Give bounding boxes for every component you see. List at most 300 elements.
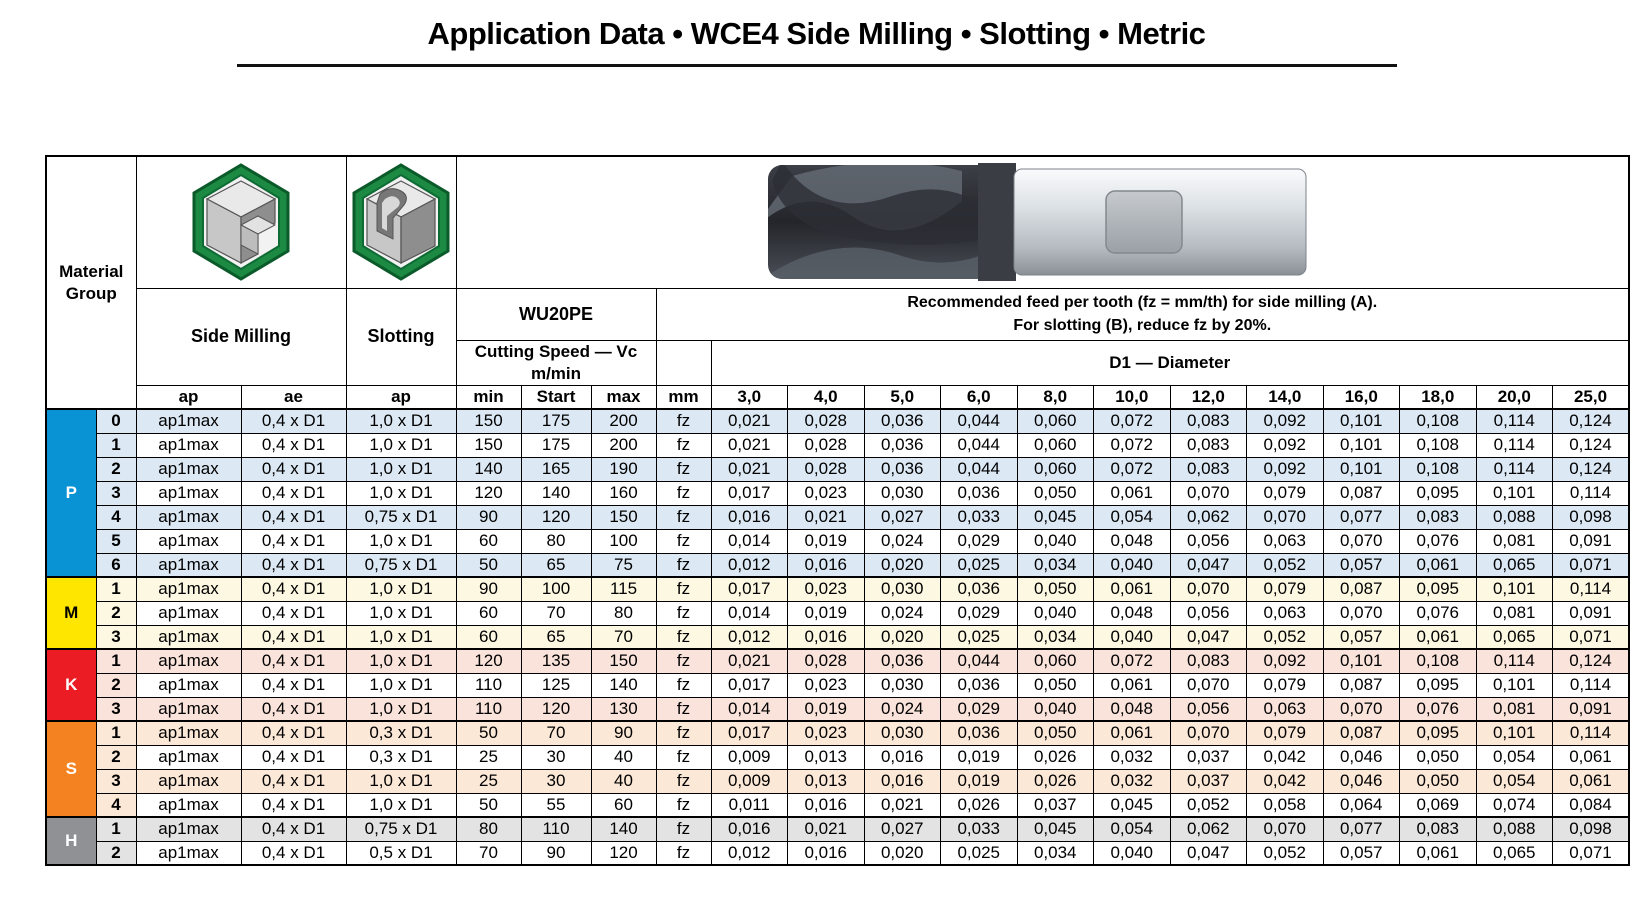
cutting-speed-label: Cutting Speed — Vc bbox=[474, 341, 638, 361]
table-row-S1 bbox=[46, 721, 1629, 745]
data-cell: 0,114 bbox=[1553, 721, 1630, 745]
data-cell: 0,070 bbox=[1247, 505, 1324, 529]
row-number: 4 bbox=[96, 505, 136, 529]
data-cell: 60 bbox=[591, 793, 656, 817]
data-cell: 0,095 bbox=[1400, 721, 1477, 745]
data-cell: 0,056 bbox=[1170, 697, 1247, 721]
data-cell: 0,070 bbox=[1323, 697, 1400, 721]
data-cell: 1,0 x D1 bbox=[346, 577, 456, 601]
data-cell: 0,019 bbox=[788, 529, 865, 553]
data-cell: 0,054 bbox=[1476, 769, 1553, 793]
data-cell: 130 bbox=[591, 697, 656, 721]
data-cell: 0,114 bbox=[1553, 673, 1630, 697]
data-cell: 70 bbox=[456, 841, 521, 865]
data-cell: 0,036 bbox=[941, 673, 1018, 697]
data-cell: 80 bbox=[456, 817, 521, 841]
data-cell: 0,046 bbox=[1323, 769, 1400, 793]
data-cell: ap1max bbox=[136, 481, 241, 505]
data-cell: 0,016 bbox=[864, 745, 941, 769]
slotting-icon-svg bbox=[349, 163, 453, 281]
slotting-icon bbox=[346, 156, 456, 288]
data-cell: 0,016 bbox=[711, 817, 788, 841]
column-header-25_0: 25,0 bbox=[1553, 385, 1630, 409]
data-cell: 0,057 bbox=[1323, 553, 1400, 577]
column-header-mm: mm bbox=[656, 385, 711, 409]
data-cell: 0,045 bbox=[1094, 793, 1171, 817]
data-cell: 0,091 bbox=[1553, 529, 1630, 553]
material-group-label-K: K bbox=[46, 649, 96, 721]
data-cell: 0,081 bbox=[1476, 529, 1553, 553]
data-cell: 0,070 bbox=[1170, 577, 1247, 601]
data-cell: 0,034 bbox=[1017, 625, 1094, 649]
data-cell: 0,4 x D1 bbox=[241, 553, 346, 577]
column-header-min: min bbox=[456, 385, 521, 409]
data-cell: fz bbox=[656, 457, 711, 481]
data-cell: 110 bbox=[521, 817, 591, 841]
data-cell: 0,047 bbox=[1170, 841, 1247, 865]
data-cell: 0,034 bbox=[1017, 553, 1094, 577]
data-cell: 0,037 bbox=[1170, 745, 1247, 769]
data-cell: 175 bbox=[521, 433, 591, 457]
data-cell: 0,056 bbox=[1170, 529, 1247, 553]
data-cell: 0,095 bbox=[1400, 481, 1477, 505]
header-row-icons bbox=[46, 156, 1629, 288]
table-row-H1 bbox=[46, 817, 1629, 841]
data-cell: 0,054 bbox=[1094, 505, 1171, 529]
data-cell: 0,021 bbox=[788, 817, 865, 841]
data-cell: 0,071 bbox=[1553, 841, 1630, 865]
table-row-P5 bbox=[46, 529, 1629, 553]
grade-label: WU20PE bbox=[456, 288, 656, 340]
column-header-max: max bbox=[591, 385, 656, 409]
data-cell: 0,095 bbox=[1400, 577, 1477, 601]
data-cell: 90 bbox=[591, 721, 656, 745]
column-header-ae: ae bbox=[241, 385, 346, 409]
data-cell: 75 bbox=[591, 553, 656, 577]
data-cell: 0,046 bbox=[1323, 745, 1400, 769]
row-number: 1 bbox=[96, 649, 136, 673]
data-cell: 0,030 bbox=[864, 577, 941, 601]
data-cell: 0,108 bbox=[1400, 649, 1477, 673]
data-cell: 0,079 bbox=[1247, 673, 1324, 697]
data-cell: ap1max bbox=[136, 769, 241, 793]
table-row-S2 bbox=[46, 745, 1629, 769]
data-cell: 0,4 x D1 bbox=[241, 505, 346, 529]
data-cell: fz bbox=[656, 553, 711, 577]
data-cell: 50 bbox=[456, 721, 521, 745]
data-cell: 0,040 bbox=[1017, 529, 1094, 553]
data-cell: ap1max bbox=[136, 553, 241, 577]
table-row-P6 bbox=[46, 553, 1629, 577]
data-cell: 0,4 x D1 bbox=[241, 769, 346, 793]
data-cell: ap1max bbox=[136, 817, 241, 841]
data-cell: 0,124 bbox=[1553, 457, 1630, 481]
data-cell: 140 bbox=[591, 673, 656, 697]
column-header-ap: ap bbox=[346, 385, 456, 409]
diameter-header: D1 — Diameter bbox=[711, 340, 1629, 385]
data-cell: 0,028 bbox=[788, 409, 865, 433]
data-cell: fz bbox=[656, 769, 711, 793]
data-cell: 0,065 bbox=[1476, 841, 1553, 865]
data-cell: ap1max bbox=[136, 793, 241, 817]
data-cell: ap1max bbox=[136, 721, 241, 745]
table-row-S3 bbox=[46, 769, 1629, 793]
data-cell: 0,062 bbox=[1170, 817, 1247, 841]
data-cell: 0,028 bbox=[788, 433, 865, 457]
data-cell: 0,101 bbox=[1476, 673, 1553, 697]
data-cell: ap1max bbox=[136, 577, 241, 601]
data-cell: 0,036 bbox=[864, 409, 941, 433]
feed-note-line1: Recommended feed per tooth (fz = mm/th) for side milling (A). bbox=[907, 293, 1378, 311]
data-cell: fz bbox=[656, 841, 711, 865]
data-cell: 1,0 x D1 bbox=[346, 697, 456, 721]
data-cell: 0,4 x D1 bbox=[241, 841, 346, 865]
data-cell: 0,028 bbox=[788, 649, 865, 673]
data-cell: 0,017 bbox=[711, 481, 788, 505]
row-number: 1 bbox=[96, 817, 136, 841]
data-cell: 0,026 bbox=[1017, 745, 1094, 769]
data-cell: 0,023 bbox=[788, 673, 865, 697]
data-cell: 0,087 bbox=[1323, 481, 1400, 505]
data-cell: 110 bbox=[456, 673, 521, 697]
data-cell: 150 bbox=[591, 505, 656, 529]
side-milling-icon-svg bbox=[189, 163, 293, 281]
data-cell: 0,025 bbox=[941, 553, 1018, 577]
data-cell: 90 bbox=[521, 841, 591, 865]
data-cell: 100 bbox=[591, 529, 656, 553]
data-cell: 0,108 bbox=[1400, 433, 1477, 457]
data-cell: ap1max bbox=[136, 673, 241, 697]
data-cell: 0,054 bbox=[1094, 817, 1171, 841]
data-cell: 30 bbox=[521, 745, 591, 769]
data-cell: 0,016 bbox=[711, 505, 788, 529]
data-cell: 0,065 bbox=[1476, 553, 1553, 577]
data-cell: 0,044 bbox=[941, 457, 1018, 481]
data-cell: 0,081 bbox=[1476, 697, 1553, 721]
data-cell: 0,032 bbox=[1094, 769, 1171, 793]
data-cell: 0,057 bbox=[1323, 625, 1400, 649]
data-cell: 0,029 bbox=[941, 601, 1018, 625]
data-cell: 0,4 x D1 bbox=[241, 793, 346, 817]
data-cell: 0,017 bbox=[711, 721, 788, 745]
data-cell: 0,021 bbox=[711, 457, 788, 481]
data-cell: 80 bbox=[521, 529, 591, 553]
data-cell: 0,092 bbox=[1247, 433, 1324, 457]
data-cell: 0,021 bbox=[711, 649, 788, 673]
data-cell: 1,0 x D1 bbox=[346, 769, 456, 793]
data-cell: 0,036 bbox=[864, 457, 941, 481]
data-cell: 0,063 bbox=[1247, 529, 1324, 553]
data-cell: 0,040 bbox=[1094, 625, 1171, 649]
data-cell: 0,050 bbox=[1017, 721, 1094, 745]
data-cell: 0,087 bbox=[1323, 577, 1400, 601]
data-cell: 0,036 bbox=[941, 481, 1018, 505]
data-cell: 0,077 bbox=[1323, 505, 1400, 529]
data-cell: 0,056 bbox=[1170, 601, 1247, 625]
row-number: 3 bbox=[96, 769, 136, 793]
data-cell: 0,087 bbox=[1323, 721, 1400, 745]
data-cell: 0,072 bbox=[1094, 457, 1171, 481]
data-cell: 0,024 bbox=[864, 529, 941, 553]
data-cell: fz bbox=[656, 793, 711, 817]
data-cell: 0,034 bbox=[1017, 841, 1094, 865]
data-cell: 0,4 x D1 bbox=[241, 817, 346, 841]
data-cell: 0,016 bbox=[864, 769, 941, 793]
data-cell: 0,5 x D1 bbox=[346, 841, 456, 865]
data-cell: 0,072 bbox=[1094, 409, 1171, 433]
data-cell: 0,061 bbox=[1094, 577, 1171, 601]
data-cell: 120 bbox=[521, 697, 591, 721]
data-cell: 70 bbox=[521, 601, 591, 625]
data-cell: 0,091 bbox=[1553, 601, 1630, 625]
feed-note-line2: For slotting (B), reduce fz by 20%. bbox=[1013, 317, 1272, 334]
data-cell: 0,017 bbox=[711, 577, 788, 601]
data-cell: 0,021 bbox=[711, 433, 788, 457]
data-cell: 0,032 bbox=[1094, 745, 1171, 769]
data-cell: 0,4 x D1 bbox=[241, 697, 346, 721]
data-cell: ap1max bbox=[136, 745, 241, 769]
data-cell: ap1max bbox=[136, 649, 241, 673]
column-header-14_0: 14,0 bbox=[1247, 385, 1324, 409]
data-cell: 0,036 bbox=[941, 721, 1018, 745]
data-cell: 1,0 x D1 bbox=[346, 433, 456, 457]
data-cell: 140 bbox=[456, 457, 521, 481]
data-cell: 140 bbox=[591, 817, 656, 841]
data-cell: ap1max bbox=[136, 841, 241, 865]
material-group-label-H: H bbox=[46, 817, 96, 865]
data-cell: 0,070 bbox=[1247, 817, 1324, 841]
data-cell: 0,014 bbox=[711, 697, 788, 721]
row-number: 3 bbox=[96, 697, 136, 721]
data-cell: 0,019 bbox=[941, 769, 1018, 793]
data-cell: 0,028 bbox=[788, 457, 865, 481]
data-cell: 0,024 bbox=[864, 601, 941, 625]
data-cell: 120 bbox=[521, 505, 591, 529]
data-cell: 140 bbox=[521, 481, 591, 505]
data-cell: 40 bbox=[591, 769, 656, 793]
data-cell: fz bbox=[656, 577, 711, 601]
data-cell: 0,016 bbox=[788, 553, 865, 577]
data-cell: fz bbox=[656, 817, 711, 841]
data-cell: 200 bbox=[591, 433, 656, 457]
data-cell: 0,3 x D1 bbox=[346, 745, 456, 769]
data-cell: 0,047 bbox=[1170, 625, 1247, 649]
data-cell: 0,064 bbox=[1323, 793, 1400, 817]
data-cell: 0,025 bbox=[941, 841, 1018, 865]
data-cell: 0,060 bbox=[1017, 409, 1094, 433]
data-cell: 0,4 x D1 bbox=[241, 673, 346, 697]
data-cell: 0,020 bbox=[864, 625, 941, 649]
data-cell: 1,0 x D1 bbox=[346, 625, 456, 649]
data-cell: 0,088 bbox=[1476, 505, 1553, 529]
data-cell: 0,037 bbox=[1017, 793, 1094, 817]
row-number: 2 bbox=[96, 841, 136, 865]
data-cell: 0,095 bbox=[1400, 673, 1477, 697]
data-cell: 1,0 x D1 bbox=[346, 673, 456, 697]
data-cell: fz bbox=[656, 673, 711, 697]
column-header-3_0: 3,0 bbox=[711, 385, 788, 409]
data-cell: 50 bbox=[456, 793, 521, 817]
data-cell: 0,014 bbox=[711, 601, 788, 625]
spacer-cell bbox=[656, 340, 711, 385]
application-data-table bbox=[45, 155, 1630, 866]
data-cell: 0,114 bbox=[1476, 457, 1553, 481]
table-row-K3 bbox=[46, 697, 1629, 721]
column-header-18_0: 18,0 bbox=[1400, 385, 1477, 409]
data-cell: 0,029 bbox=[941, 697, 1018, 721]
page-title: Application Data • WCE4 Side Milling • Slotting • Metric bbox=[427, 16, 1206, 51]
data-cell: 0,4 x D1 bbox=[241, 625, 346, 649]
data-cell: 0,063 bbox=[1247, 697, 1324, 721]
data-cell: 0,016 bbox=[788, 841, 865, 865]
data-cell: 60 bbox=[456, 625, 521, 649]
data-cell: 1,0 x D1 bbox=[346, 457, 456, 481]
data-cell: 0,048 bbox=[1094, 601, 1171, 625]
data-cell: 0,101 bbox=[1476, 721, 1553, 745]
data-cell: 0,011 bbox=[711, 793, 788, 817]
data-cell: 0,063 bbox=[1247, 601, 1324, 625]
data-cell: 60 bbox=[456, 529, 521, 553]
data-cell: 0,029 bbox=[941, 529, 1018, 553]
data-cell: 0,076 bbox=[1400, 601, 1477, 625]
data-cell: 0,050 bbox=[1400, 769, 1477, 793]
data-cell: 0,048 bbox=[1094, 697, 1171, 721]
data-cell: 0,4 x D1 bbox=[241, 481, 346, 505]
data-cell: 0,069 bbox=[1400, 793, 1477, 817]
data-cell: 0,071 bbox=[1553, 625, 1630, 649]
material-group-label-P: P bbox=[46, 409, 96, 577]
data-cell: fz bbox=[656, 721, 711, 745]
end-mill-photo-svg bbox=[762, 161, 1322, 283]
column-header-4_0: 4,0 bbox=[788, 385, 865, 409]
data-cell: 0,081 bbox=[1476, 601, 1553, 625]
data-cell: ap1max bbox=[136, 409, 241, 433]
data-cell: 0,083 bbox=[1400, 505, 1477, 529]
data-cell: ap1max bbox=[136, 625, 241, 649]
data-cell: 160 bbox=[591, 481, 656, 505]
data-cell: 120 bbox=[456, 649, 521, 673]
data-cell: 0,054 bbox=[1476, 745, 1553, 769]
table-row-P1 bbox=[46, 433, 1629, 457]
data-cell: 0,060 bbox=[1017, 649, 1094, 673]
data-cell: 0,019 bbox=[788, 601, 865, 625]
data-cell: 200 bbox=[591, 409, 656, 433]
data-cell: 0,114 bbox=[1476, 649, 1553, 673]
data-cell: 125 bbox=[521, 673, 591, 697]
table-row-P2 bbox=[46, 457, 1629, 481]
table-row-P3 bbox=[46, 481, 1629, 505]
data-cell: 50 bbox=[456, 553, 521, 577]
data-cell: 0,098 bbox=[1553, 817, 1630, 841]
data-cell: 0,084 bbox=[1553, 793, 1630, 817]
data-cell: 0,079 bbox=[1247, 721, 1324, 745]
data-cell: 0,009 bbox=[711, 745, 788, 769]
data-cell: 0,092 bbox=[1247, 649, 1324, 673]
data-cell: 1,0 x D1 bbox=[346, 409, 456, 433]
data-cell: 0,114 bbox=[1476, 409, 1553, 433]
data-cell: 0,036 bbox=[864, 649, 941, 673]
data-cell: 0,045 bbox=[1017, 505, 1094, 529]
data-cell: 0,4 x D1 bbox=[241, 601, 346, 625]
data-cell: 0,75 x D1 bbox=[346, 553, 456, 577]
data-cell: 0,017 bbox=[711, 673, 788, 697]
data-cell: 0,077 bbox=[1323, 817, 1400, 841]
data-cell: 0,019 bbox=[788, 697, 865, 721]
header-row-labels bbox=[46, 288, 1629, 340]
data-cell: 0,057 bbox=[1323, 841, 1400, 865]
data-cell: 0,023 bbox=[788, 577, 865, 601]
data-cell: 0,045 bbox=[1017, 817, 1094, 841]
data-cell: 135 bbox=[521, 649, 591, 673]
data-cell: 0,061 bbox=[1094, 481, 1171, 505]
row-number: 1 bbox=[96, 577, 136, 601]
data-cell: 70 bbox=[591, 625, 656, 649]
data-cell: 0,024 bbox=[864, 697, 941, 721]
title-underline bbox=[237, 64, 1397, 67]
data-cell: 0,058 bbox=[1247, 793, 1324, 817]
data-cell: ap1max bbox=[136, 433, 241, 457]
data-cell: 0,75 x D1 bbox=[346, 505, 456, 529]
data-cell: 0,040 bbox=[1017, 601, 1094, 625]
data-cell: 0,4 x D1 bbox=[241, 457, 346, 481]
data-cell: 0,072 bbox=[1094, 433, 1171, 457]
table-row-H2 bbox=[46, 841, 1629, 865]
data-cell: 0,042 bbox=[1247, 769, 1324, 793]
data-cell: 0,033 bbox=[941, 505, 1018, 529]
data-cell: 90 bbox=[456, 577, 521, 601]
column-header-16_0: 16,0 bbox=[1323, 385, 1400, 409]
data-cell: 190 bbox=[591, 457, 656, 481]
data-cell: 0,076 bbox=[1400, 697, 1477, 721]
data-cell: 0,083 bbox=[1170, 649, 1247, 673]
data-cell: 120 bbox=[456, 481, 521, 505]
data-cell: 0,114 bbox=[1553, 481, 1630, 505]
data-cell: 0,088 bbox=[1476, 817, 1553, 841]
data-cell: 0,050 bbox=[1017, 481, 1094, 505]
data-cell: 0,042 bbox=[1247, 745, 1324, 769]
table-row-M1 bbox=[46, 577, 1629, 601]
row-number: 2 bbox=[96, 601, 136, 625]
table-row-S4 bbox=[46, 793, 1629, 817]
data-cell: 100 bbox=[521, 577, 591, 601]
data-cell: 0,050 bbox=[1017, 577, 1094, 601]
data-cell: 0,048 bbox=[1094, 529, 1171, 553]
row-number: 2 bbox=[96, 745, 136, 769]
slotting-label: Slotting bbox=[346, 288, 456, 385]
data-cell: 0,070 bbox=[1170, 721, 1247, 745]
table-row-M3 bbox=[46, 625, 1629, 649]
data-cell: 0,4 x D1 bbox=[241, 433, 346, 457]
data-cell: 0,101 bbox=[1323, 433, 1400, 457]
data-cell: 0,092 bbox=[1247, 409, 1324, 433]
data-cell: 0,4 x D1 bbox=[241, 721, 346, 745]
data-cell: 0,012 bbox=[711, 553, 788, 577]
data-cell: ap1max bbox=[136, 601, 241, 625]
data-cell: 0,3 x D1 bbox=[346, 721, 456, 745]
data-cell: 0,012 bbox=[711, 841, 788, 865]
data-cell: 0,019 bbox=[941, 745, 1018, 769]
data-cell: 150 bbox=[456, 409, 521, 433]
data-cell: 0,114 bbox=[1553, 577, 1630, 601]
data-cell: 0,021 bbox=[788, 505, 865, 529]
data-cell: 0,012 bbox=[711, 625, 788, 649]
data-cell: 0,079 bbox=[1247, 577, 1324, 601]
data-cell: 0,070 bbox=[1323, 601, 1400, 625]
data-cell: 0,070 bbox=[1170, 481, 1247, 505]
data-cell: 0,101 bbox=[1476, 481, 1553, 505]
data-cell: 0,070 bbox=[1323, 529, 1400, 553]
data-cell: 0,061 bbox=[1094, 721, 1171, 745]
